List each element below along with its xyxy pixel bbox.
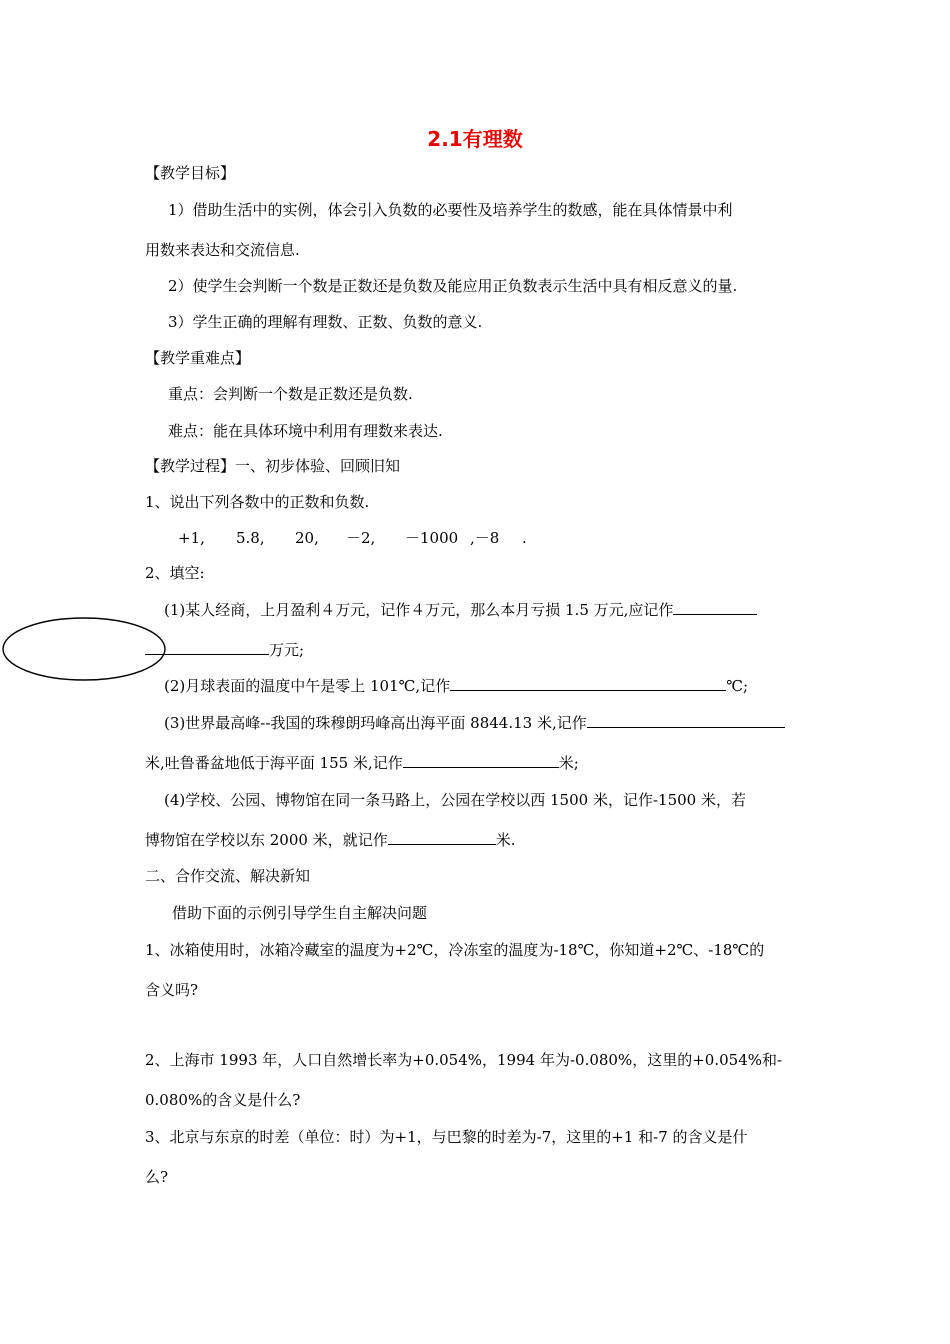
number-item: 20,	[295, 529, 319, 547]
fill-3b	[145, 753, 579, 773]
problem-3a: 3、北京与东京的时差（单位：时）为+1，与巴黎的时差为-7，这里的+1 和-7 的含义是什	[145, 1128, 748, 1146]
fill-2-unit: ℃;	[726, 677, 749, 695]
process-heading: 【教学过程】一、初步体验、回顾旧知	[145, 457, 401, 475]
question-1: 1、说出下列各数中的正数和负数.	[145, 493, 370, 511]
number-item: ,－8	[470, 529, 500, 547]
problem-1b: 含义吗?	[145, 981, 199, 999]
fill-4b	[145, 830, 516, 850]
fill-1a-text: (1)某人经商，上月盈利４万元，记作４万元，那么本月亏损 1.5 万元,应记作	[164, 601, 674, 619]
fill-4a: (4)学校、公园、博物馆在同一条马路上，公园在学校以西 1500 米，记作-1500 米，若	[164, 791, 746, 809]
objective-2: 2）使学生会判断一个数是正数还是负数及能应用正负数表示生活中具有相反意义的量.	[168, 277, 738, 295]
fill-3a-text: (3)世界最高峰--我国的珠穆朗玛峰高出海平面 8844.13 米,记作	[164, 714, 587, 732]
problem-1a: 1、冰箱使用时，冰箱冷藏室的温度为+2℃，冷冻室的温度为-18℃，你知道+2℃、-18℃的	[145, 941, 765, 959]
page-title: 2.1有理数	[427, 127, 523, 151]
section2-heading: 二、合作交流、解决新知	[145, 867, 311, 885]
ellipse-shape	[0, 614, 170, 684]
number-item: +1,	[178, 529, 205, 547]
objective-1b: 用数来表达和交流信息.	[145, 241, 300, 259]
objective-3: 3）学生正确的理解有理数、正数、负数的意义.	[168, 313, 483, 331]
answer-blank[interactable]	[403, 753, 559, 768]
objectives-heading: 【教学目标】	[145, 164, 236, 182]
key-point: 重点：会判断一个数是正数还是负数.	[168, 385, 413, 403]
fill-4b-text: 博物馆在学校以东 2000 米，就记作	[145, 831, 388, 849]
number-item: .	[522, 529, 527, 547]
objective-1a: 1）借助生活中的实例，体会引入负数的必要性及培养学生的数感，能在具体情景中利	[168, 201, 733, 219]
answer-blank[interactable]	[388, 830, 496, 845]
section2-intro: 借助下面的示例引导学生自主解决问题	[172, 904, 428, 922]
fill-3a	[164, 713, 785, 733]
answer-blank[interactable]	[587, 713, 785, 728]
answer-blank[interactable]	[673, 600, 757, 615]
answer-blank[interactable]	[450, 676, 726, 691]
fill-1b-text: 万元;	[269, 641, 305, 659]
number-item: －1000	[405, 529, 459, 547]
problem-2a: 2、上海市 1993 年，人口自然增长率为+0.054%，1994 年为-0.080%，这里的+0.054%和-	[145, 1051, 783, 1069]
fill-2-text: (2)月球表面的温度中午是零上 101℃,记作	[164, 677, 451, 695]
number-item: －2,	[346, 529, 376, 547]
difficult-point: 难点：能在具体环境中利用有理数来表达.	[168, 422, 443, 440]
problem-2b: 0.080%的含义是什么?	[145, 1091, 301, 1109]
fill-4b-unit: 米.	[495, 831, 516, 849]
fill-3b-text: 米,吐鲁番盆地低于海平面 155 米,记作	[145, 754, 403, 772]
number-list	[0, 528, 950, 548]
problem-3b: 么?	[145, 1168, 169, 1186]
key-points-heading: 【教学重难点】	[145, 349, 251, 367]
question-2: 2、填空:	[145, 564, 205, 582]
fill-3b-unit: 米;	[558, 754, 579, 772]
number-item: 5.8,	[236, 529, 265, 547]
fill-2	[164, 676, 748, 696]
fill-1a	[164, 600, 757, 620]
